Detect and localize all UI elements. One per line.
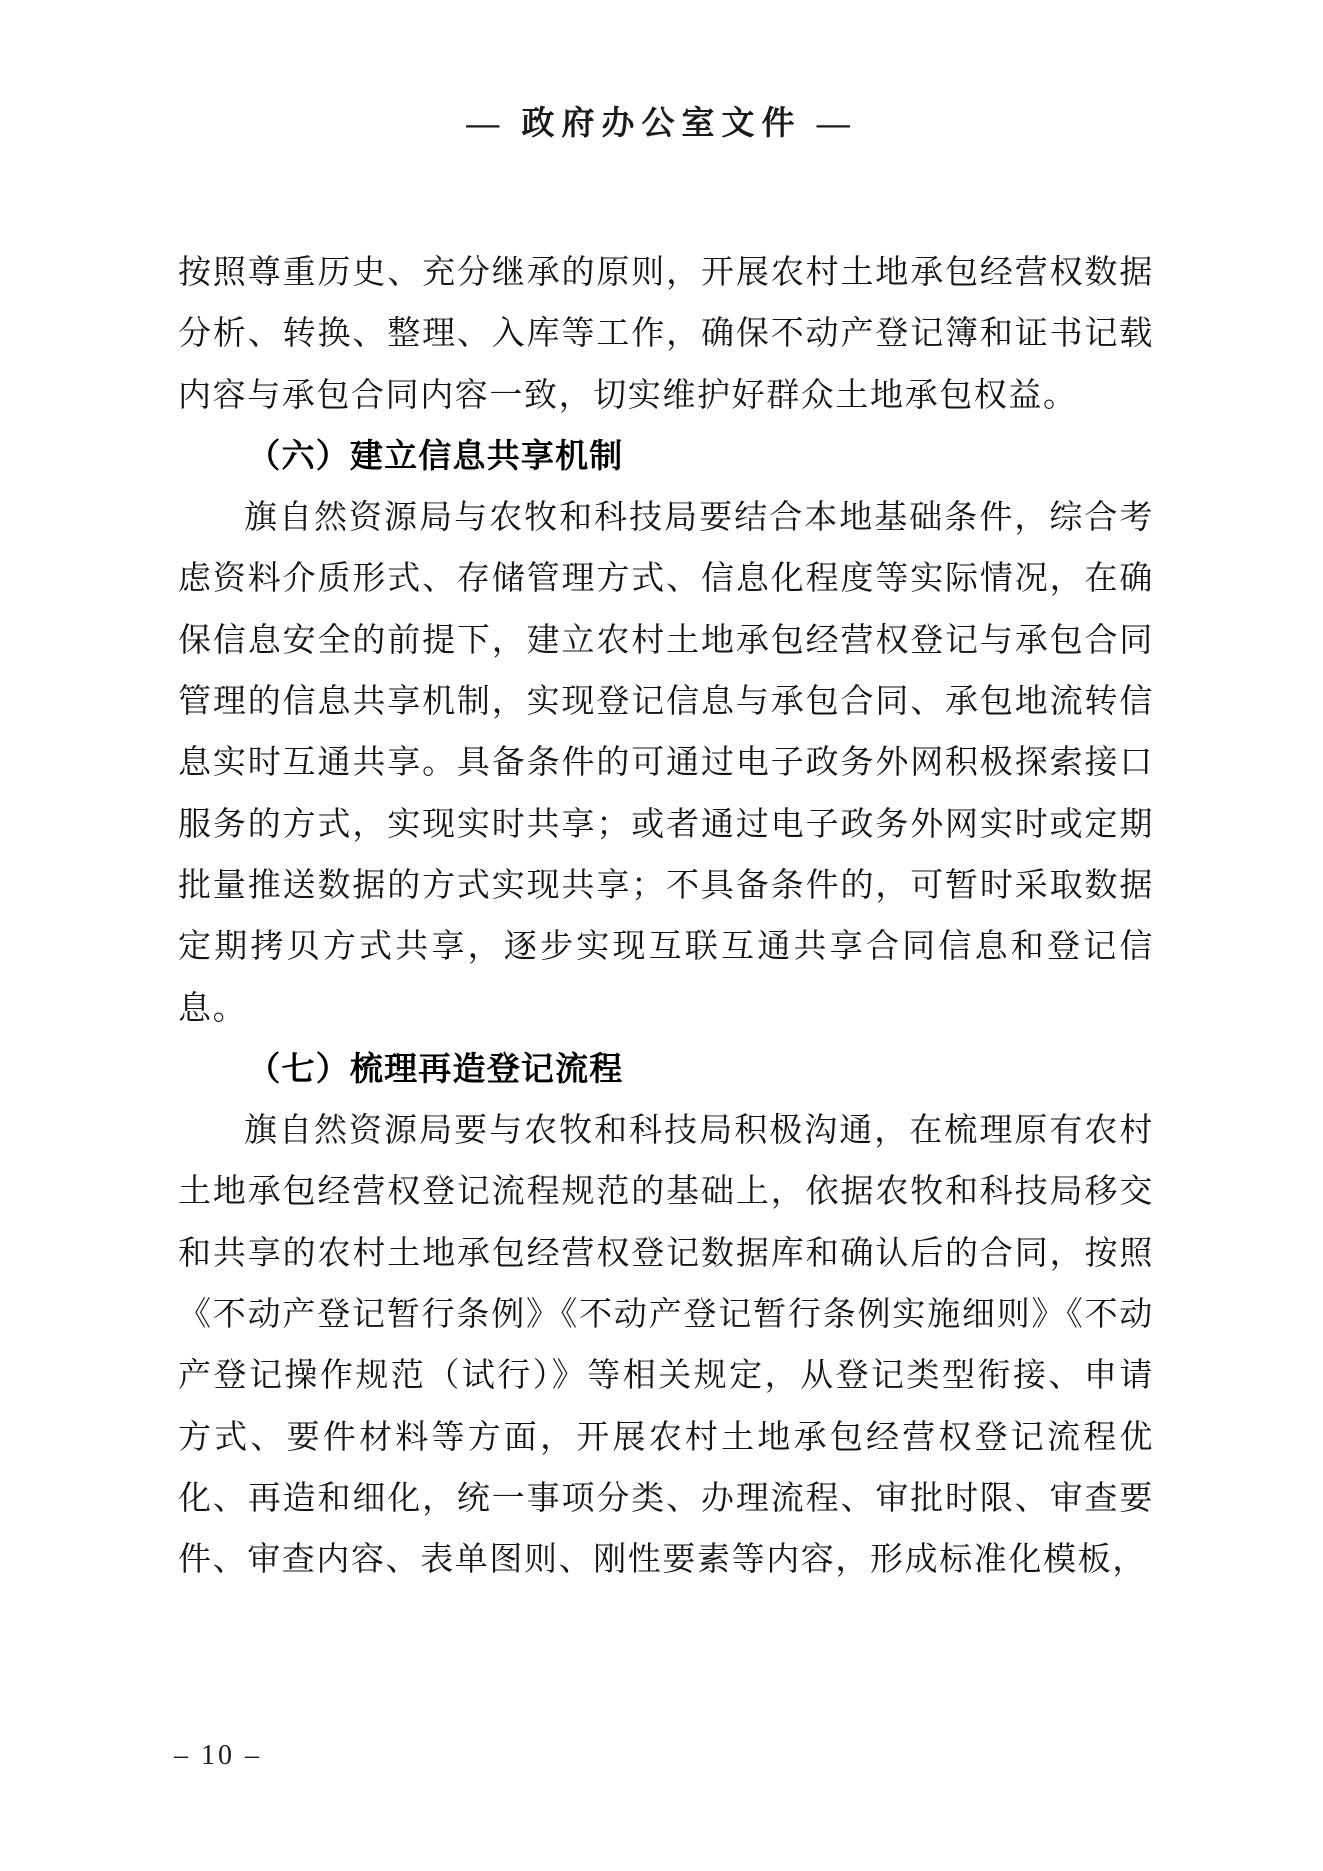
page-number: – 10 – [174,1740,262,1771]
header-title: — 政府办公室文件 — [466,106,857,142]
section-heading-6: （六）建立信息共享机制 [247,438,624,475]
page-footer [174,1740,262,1772]
paragraph-info-sharing: 旗自然资源局与农牧和科技局要结合本地基础条件，综合考虑资料介质形式、存储管理方式、信息化程度等实际情况，在确保信息安全的前提下，建立农村土地承包经营权登记与承包合同管理的信息共享机制，实现登记信息与承包合同、承包地流转信息实时互通共享。具备条件的可通过电子政务外网积极探索接口服务的方式，实现实时共享；或者通过电子政务外网实时或定期批量推送数据的方式实现共享；不具备条件的，可暂时采取数据定期拷贝方式共享，逐步实现互联互通共享合同信息和登记信息。 [178,500,1154,1027]
document-body [178,243,1154,1592]
section-heading-7: （七）梳理再造登记流程 [247,1051,624,1088]
paragraph-registration-process: 旗自然资源局要与农牧和科技局积极沟通，在梳理原有农村土地承包经营权登记流程规范的基础上，依据农牧和科技局移交和共享的农村土地承包经营权登记数据库和确认后的合同，按照《不动产登记暂行条例》《不动产登记暂行条例实施细则》《不动产登记操作规范（试行）》等相关规定，从登记类型衔接、申请方式、要件材料等方面，开展农村土地承包经营权登记流程优化、再造和细化，统一事项分类、办理流程、审批时限、审查要件、审查内容、表单图则、刚性要素等内容，形成标准化模板， [178,1113,1154,1579]
document-header [0,97,1323,144]
paragraph-continuation: 按照尊重历史、充分继承的原则，开展农村土地承包经营权数据分析、转换、整理、入库等工作，确保不动产登记簿和证书记载内容与承包合同内容一致，切实维护好群众土地承包权益。 [178,255,1154,414]
